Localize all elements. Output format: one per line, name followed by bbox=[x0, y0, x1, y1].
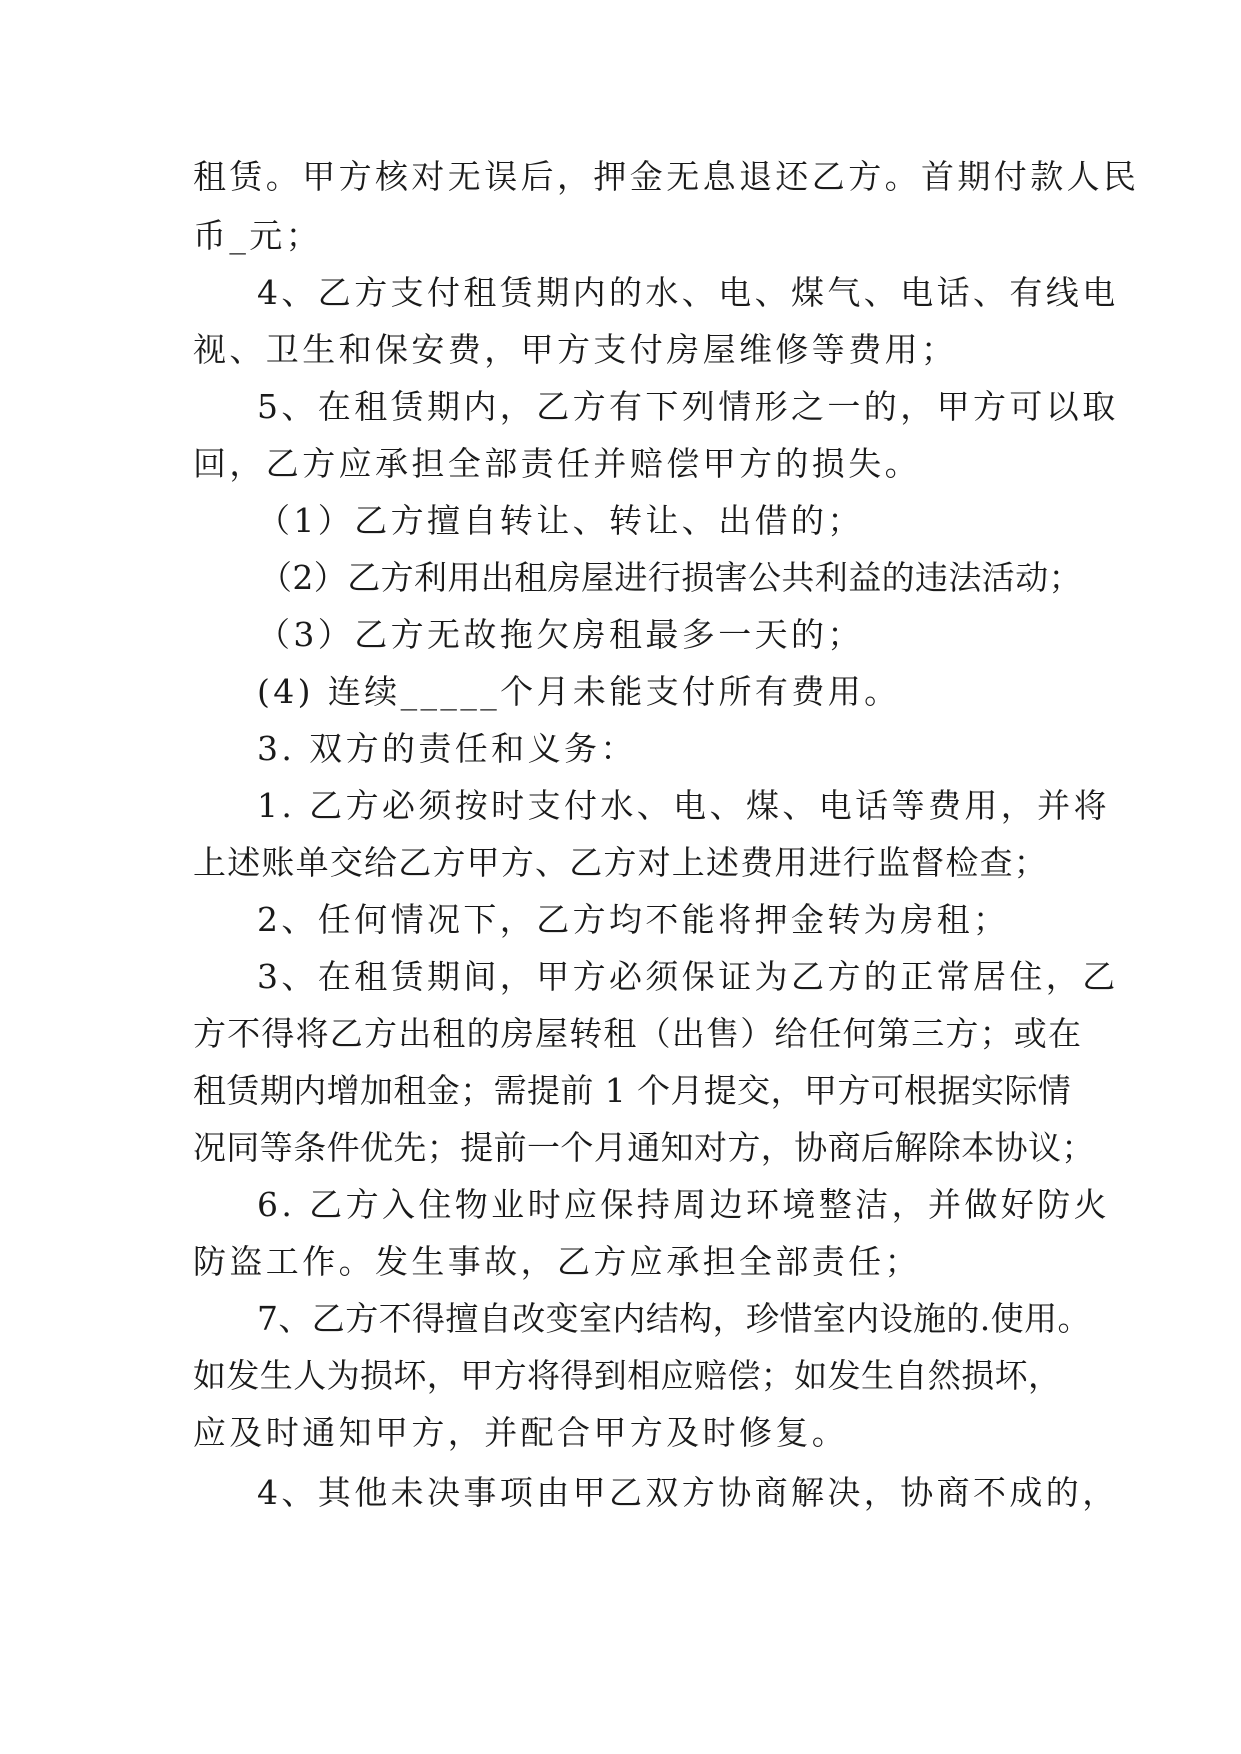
text-line: 6. 乙方入住物业时应保持周边环境整洁，并做好防火 bbox=[257, 1185, 1110, 1224]
text-line: 4、其他未决事项由甲乙双方协商解决，协商不成的， bbox=[257, 1473, 1119, 1512]
text-line: 3、在租赁期间，甲方必须保证为乙方的正常居住，乙 bbox=[257, 957, 1119, 996]
text-line: 4、乙方支付租赁期内的水、电、煤气、电话、有线电 bbox=[257, 273, 1119, 312]
text-line: 7、乙方不得擅自改变室内结构，珍惜室内设施的.使用。 bbox=[257, 1299, 1091, 1338]
text-line: 5、在租赁期内，乙方有下列情形之一的，甲方可以取 bbox=[257, 387, 1119, 426]
text-line: 1. 乙方必须按时支付水、电、煤、电话等费用，并将 bbox=[257, 786, 1110, 825]
text-line: 方不得将乙方出租的房屋转租（出售）给任何第三方；或在 bbox=[193, 1014, 1083, 1053]
text-line: (4) 连续_____个月未能支付所有费用。 bbox=[257, 672, 901, 711]
text-line: 2、任何情况下，乙方均不能将押金转为房租； bbox=[257, 900, 1010, 939]
text-line: 3. 双方的责任和义务： bbox=[257, 729, 637, 768]
text-line: 租赁期内增加租金；需提前 1 个月提交，甲方可根据实际情 bbox=[193, 1071, 1072, 1110]
text-line: 况同等条件优先；提前一个月通知对方，协商后解除本协议； bbox=[193, 1128, 1095, 1167]
text-line: 租赁。甲方核对无误后，押金无息退还乙方。首期付款人民 bbox=[193, 157, 1140, 196]
text-line: 视、卫生和保安费，甲方支付房屋维修等费用； bbox=[193, 330, 958, 369]
text-line: 防盗工作。发生事故，乙方应承担全部责任； bbox=[193, 1242, 921, 1281]
text-line: 应及时通知甲方，并配合甲方及时修复。 bbox=[193, 1413, 849, 1452]
text-line: 上述账单交给乙方甲方、乙方对上述费用进行监督检查； bbox=[193, 843, 1048, 882]
text-line: （2）乙方利用出租房屋进行损害公共利益的违法活动； bbox=[259, 558, 1082, 597]
text-line: 回，乙方应承担全部责任并赔偿甲方的损失。 bbox=[193, 444, 921, 483]
text-line: 如发生人为损坏，甲方将得到相应赔偿；如发生自然损坏， bbox=[193, 1356, 1062, 1395]
text-line: （1）乙方擅自转让、转让、出借的； bbox=[257, 501, 864, 540]
text-line: （3）乙方无故拖欠房租最多一天的； bbox=[257, 615, 864, 654]
text-line: 币_元； bbox=[193, 216, 323, 255]
